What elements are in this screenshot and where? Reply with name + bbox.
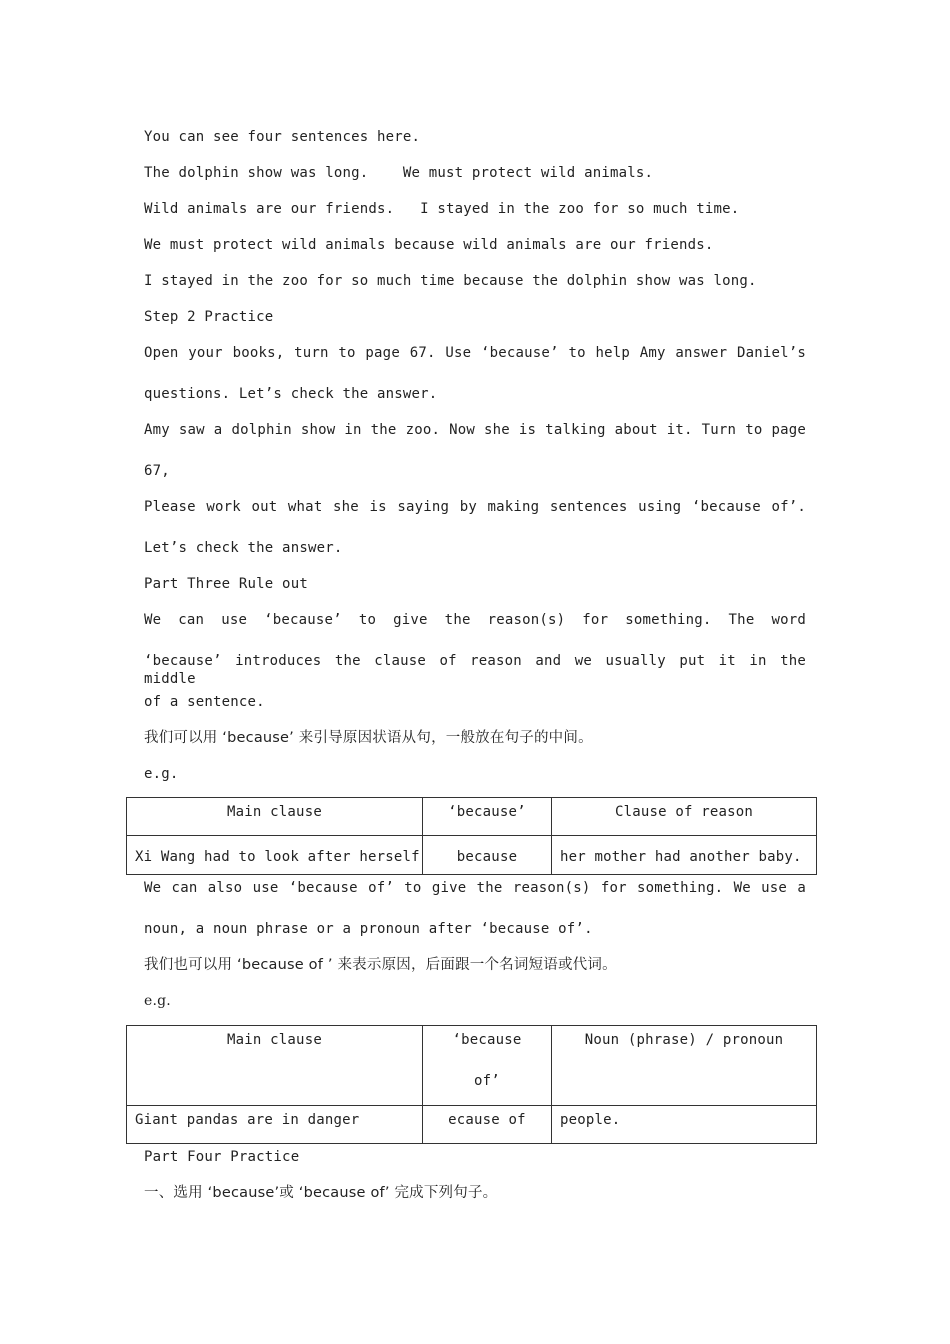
example-label: e.g. — [144, 993, 171, 1009]
text-line: ‘because’ introduces the clause of reason and we usually put it in the middle — [144, 653, 806, 687]
table-header-cell: Main clause — [127, 1026, 423, 1106]
table-cell: ecause of — [423, 1106, 552, 1144]
text-line: I stayed in the zoo for so much time because the dolphin show was long. — [144, 273, 757, 289]
text-line: We must protect wild animals because wild animals are our friends. — [144, 237, 714, 253]
text-line: questions. Let’s check the answer. — [144, 386, 438, 402]
table-row — [127, 836, 817, 875]
table-cell: her mother had another baby. — [552, 836, 817, 875]
section-heading: Part Three Rule out — [144, 576, 308, 592]
text-line: We can use ‘because’ to give the reason(s) for something. The word — [144, 612, 806, 628]
text-line: We can also use ‘because of’ to give the reason(s) for something. We use a — [144, 880, 806, 896]
table-header-cell: Clause of reason — [552, 798, 817, 836]
chinese-text-line: 一、选用 ‘because’或 ‘because of’ 完成下列句子。 — [144, 1185, 498, 1201]
text-line: Amy saw a dolphin show in the zoo. Now she is talking about it. Turn to page — [144, 422, 806, 438]
table-row — [127, 1106, 817, 1144]
table-cell: because — [423, 836, 552, 875]
chinese-text-line: 我们也可以用 ‘because of ’ 来表示原因，后面跟一个名词短语或代词。 — [144, 957, 617, 973]
chinese-text-line: 我们可以用 ‘because’ 来引导原因状语从句，一般放在句子的中间。 — [144, 730, 593, 746]
table-header-text: of’ — [474, 1073, 500, 1089]
table-header-cell: Noun (phrase) / pronoun — [552, 1026, 817, 1106]
table-header-row — [127, 798, 817, 836]
text-line: Let’s check the answer. — [144, 540, 343, 556]
table-header-cell — [423, 1026, 552, 1106]
section-heading: Part Four Practice — [144, 1149, 300, 1165]
example-label: e.g. — [144, 766, 179, 782]
text-line: noun, a noun phrase or a pronoun after ‘because of’. — [144, 921, 593, 937]
text-line: 67, — [144, 463, 170, 479]
text-line: You can see four sentences here. — [144, 129, 421, 145]
because-example-table — [126, 797, 817, 875]
table-header-row — [127, 1026, 817, 1106]
text-line: The dolphin show was long. We must protect wild animals. — [144, 165, 654, 181]
table-header-cell: ‘because’ — [423, 798, 552, 836]
text-line: Please work out what she is saying by making sentences using ‘because of’. — [144, 499, 806, 515]
text-line: of a sentence. — [144, 694, 265, 710]
table-header-cell: Main clause — [127, 798, 423, 836]
table-header-text: ‘because — [452, 1032, 522, 1048]
text-line: Open your books, turn to page 67. Use ‘because’ to help Amy answer Daniel’s — [144, 345, 806, 361]
text-line: Wild animals are our friends. I stayed in the zoo for so much time. — [144, 201, 740, 217]
because-of-example-table — [126, 1025, 817, 1144]
table-cell: people. — [552, 1106, 817, 1144]
section-heading: Step 2 Practice — [144, 309, 274, 325]
table-cell: Xi Wang had to look after herself — [127, 836, 423, 875]
table-cell: Giant pandas are in danger — [127, 1106, 423, 1144]
